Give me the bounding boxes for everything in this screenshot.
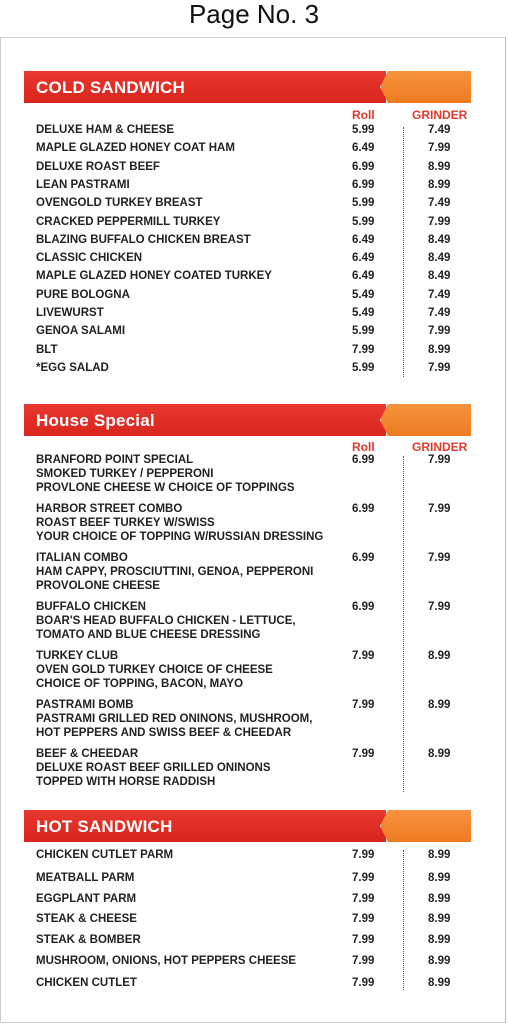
item-description: ROAST BEEF TURKEY W/SWISS [36,517,215,529]
item-name: STEAK & BOMBER [36,934,141,946]
grinder-price: 8.99 [428,699,451,711]
grinder-column-header: GRINDER [412,108,468,122]
roll-price: 6.49 [352,142,375,155]
header-orange-tab [380,810,471,842]
roll-price: 7.99 [352,872,375,884]
roll-price: 7.99 [352,893,375,905]
grinder-column-header: GRINDER [412,440,468,454]
item-description: TOMATO AND BLUE CHEESE DRESSING [36,629,261,641]
grinder-price: 7.49 [428,307,451,319]
grinder-price: 8.99 [428,178,451,191]
house-special-section [24,404,470,788]
item-description: SMOKED TURKEY / PEPPERONI [36,468,214,480]
grinder-price: 7.49 [428,197,451,210]
column-divider [403,127,404,377]
roll-price: 5.99 [352,124,375,136]
roll-price: 6.99 [352,178,375,191]
item-name: BRANFORD POINT SPECIAL [36,454,194,466]
header-orange-tab [380,404,471,436]
roll-price: 6.49 [352,252,375,265]
grinder-price: 8.99 [428,872,451,884]
grinder-price: 7.99 [428,142,451,155]
roll-price: 6.99 [352,160,375,173]
item-name: MUSHROOM, ONIONS, HOT PEPPERS CHEESE [36,955,297,967]
roll-price: 7.99 [352,650,375,662]
roll-price: 5.49 [352,307,375,319]
item-name: CHICKEN CUTLET [36,977,137,989]
item-description: CHOICE OF TOPPING, BACON, MAYO [36,678,244,690]
roll-price: 5.49 [352,288,375,301]
item-name: PURE BOLOGNA [36,288,130,301]
roll-price: 6.99 [352,552,375,564]
grinder-price: 7.99 [428,552,451,564]
roll-price: 5.99 [352,361,375,374]
item-name: BUFFALO CHICKEN [36,601,146,613]
house-special-title: House Special [36,411,155,430]
item-description: PASTRAMI GRILLED RED ONINONS, MUSHROOM, [36,713,313,725]
cold-sandwich-title: COLD SANDWICH [36,78,185,97]
roll-price: 6.99 [352,454,375,466]
item-description: HOT PEPPERS AND SWISS BEEF & CHEEDAR [36,727,292,739]
grinder-price: 8.49 [428,252,451,265]
item-description: HAM CAPPY, PROSCIUTTINI, GENOA, PEPPERONI [36,566,314,578]
grinder-price: 7.99 [428,325,451,338]
grinder-price: 8.99 [428,934,451,946]
item-name: DELUXE ROAST BEEF [36,160,160,173]
house-special-header [24,404,470,436]
item-name: STEAK & CHEESE [36,913,137,925]
grinder-price: 8.49 [428,233,451,246]
item-name: LIVEWURST [36,307,104,319]
roll-price: 5.99 [352,197,375,210]
item-name: DELUXE HAM & CHEESE [36,124,175,136]
item-name: TURKEY CLUB [36,650,119,662]
item-name: CRACKED PEPPERMILL TURKEY [36,215,221,228]
item-description: TOPPED WITH HORSE RADDISH [36,776,216,788]
grinder-price: 8.99 [428,977,451,989]
item-name: MAPLE GLAZED HONEY COATED TURKEY [36,270,272,283]
item-name: OVENGOLD TURKEY BREAST [36,197,203,210]
item-name: EGGPLANT PARM [36,893,137,905]
item-description: PROVOLONE CHEESE [36,580,160,592]
roll-price: 5.99 [352,325,375,338]
roll-column-header: Roll [352,440,375,454]
roll-price: 7.99 [352,955,375,967]
grinder-price: 8.99 [428,650,451,662]
roll-price: 7.99 [352,699,375,711]
roll-price: 5.99 [352,215,375,228]
grinder-price: 7.49 [428,124,451,136]
grinder-price: 8.99 [428,913,451,925]
roll-price: 7.99 [352,343,375,356]
header-orange-tab [380,71,471,103]
grinder-price: 8.99 [428,849,451,861]
cold-sandwich-header [24,71,470,103]
item-name: HARBOR STREET COMBO [36,503,183,515]
roll-column-header: Roll [352,108,375,122]
column-divider [403,456,404,792]
roll-price: 7.99 [352,934,375,946]
item-name: PASTRAMI BOMB [36,699,134,711]
roll-price: 6.99 [352,503,375,515]
roll-price: 6.49 [352,233,375,246]
roll-price: 7.99 [352,913,375,925]
grinder-price: 8.99 [428,955,451,967]
item-name: GENOA SALAMI [36,325,126,338]
hot-sandwich-header [24,810,470,842]
roll-price: 7.99 [352,849,375,861]
grinder-price: 7.99 [428,454,451,466]
item-description: OVEN GOLD TURKEY CHOICE OF CHEESE [36,664,273,676]
column-divider [403,850,404,990]
item-description: PROVLONE CHEESE W CHOICE OF TOPPINGS [36,482,295,494]
item-name: BLT [36,343,58,356]
grinder-price: 8.49 [428,270,451,283]
grinder-price: 7.99 [428,601,451,613]
grinder-price: 7.49 [428,288,451,301]
item-name: ITALIAN COMBO [36,552,128,564]
roll-price: 6.49 [352,270,375,283]
item-description: BOAR'S HEAD BUFFALO CHICKEN - LETTUCE, [36,615,296,627]
item-description: DELUXE ROAST BEEF GRILLED ONINONS [36,762,271,774]
item-name: LEAN PASTRAMI [36,178,130,191]
page-title: Page No. 3 [188,0,320,29]
grinder-price: 7.99 [428,215,451,228]
grinder-price: 8.99 [428,343,451,356]
grinder-price: 8.99 [428,748,451,760]
item-name: CHICKEN CUTLET PARM [36,849,174,861]
hot-sandwich-title: HOT SANDWICH [36,817,173,836]
grinder-price: 8.99 [428,160,451,173]
item-name: MEATBALL PARM [36,872,135,884]
grinder-price: 7.99 [428,503,451,515]
item-description: YOUR CHOICE OF TOPPING W/RUSSIAN DRESSING [36,531,324,543]
roll-price: 6.99 [352,601,375,613]
grinder-price: 8.99 [428,893,451,905]
item-name: BEEF & CHEEDAR [36,748,139,760]
roll-price: 7.99 [352,748,375,760]
item-name: CLASSIC CHICKEN [36,252,143,265]
cold-sandwich-section [24,71,470,374]
roll-price: 7.99 [352,977,375,989]
grinder-price: 7.99 [428,361,451,374]
item-name: BLAZING BUFFALO CHICKEN BREAST [36,233,251,246]
item-name: *EGG SALAD [36,361,109,374]
item-name: MAPLE GLAZED HONEY COAT HAM [36,142,235,155]
hot-sandwich-section [24,810,470,989]
